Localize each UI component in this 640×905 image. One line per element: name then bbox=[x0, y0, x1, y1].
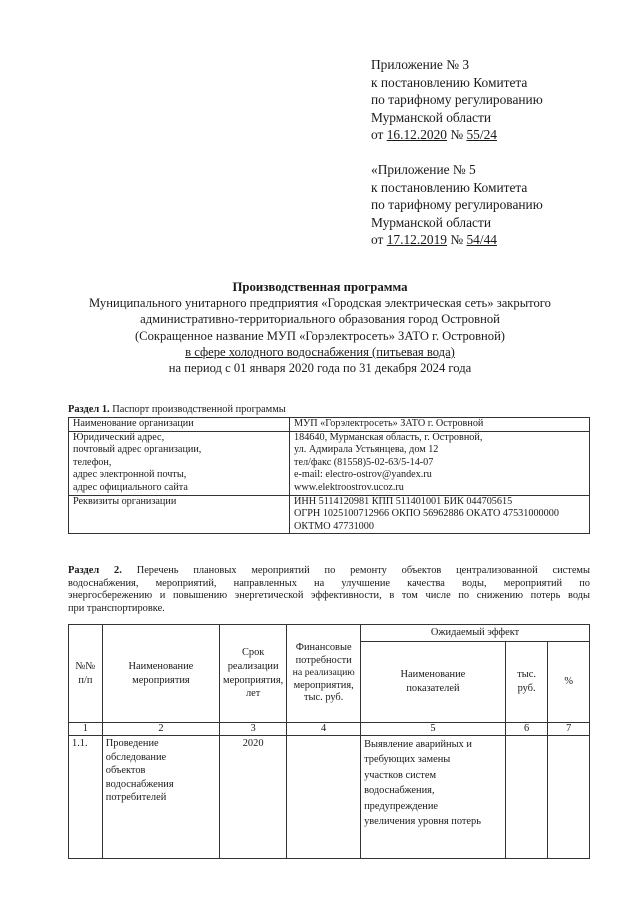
passport-key bbox=[69, 431, 290, 495]
name-line: потребителей bbox=[105, 792, 167, 804]
name-line: водоснабжения bbox=[105, 778, 174, 790]
appendix-3-number: 55/24 bbox=[466, 127, 497, 143]
key-line: адрес официального сайта bbox=[73, 481, 188, 493]
program-title: Производственная программа bbox=[232, 280, 408, 294]
value-line: тел/факс (81558)5-02-63/5-14-07 bbox=[294, 456, 434, 468]
passport-value bbox=[290, 495, 590, 534]
appendix-3-line3: по тарифному регулированию bbox=[371, 92, 543, 108]
row-num: 1.1. bbox=[69, 736, 103, 859]
header-row bbox=[69, 625, 590, 642]
value-line: www.elektroostrov.ucoz.ru bbox=[294, 481, 404, 493]
key-line: телефон, bbox=[73, 456, 112, 468]
header-name bbox=[102, 625, 219, 723]
indicator-line: предупреждение bbox=[364, 800, 439, 812]
program-heading bbox=[60, 279, 580, 376]
appendix-5-header bbox=[371, 161, 543, 249]
header-effect: Ожидаемый эффект bbox=[361, 625, 590, 642]
col-number: 3 bbox=[220, 723, 287, 736]
heading-line4: в сфере холодного водоснабжения (питьевая вода) bbox=[185, 344, 455, 359]
appendix-3-date: 16.12.2020 bbox=[386, 127, 447, 143]
indicator-line: требующих замены bbox=[364, 754, 451, 766]
passport-key bbox=[69, 495, 290, 534]
header-line: Финансовые bbox=[295, 642, 352, 654]
heading-line1: Муниципального унитарного предприятия «Городская электрическая сеть» закрытого bbox=[89, 296, 551, 311]
header-line: тыс. руб. bbox=[303, 692, 344, 704]
date-prefix: от bbox=[371, 127, 387, 143]
passport-value bbox=[290, 418, 590, 432]
indicator-line: Выявление аварийных и bbox=[364, 739, 472, 750]
header-pct: % bbox=[548, 642, 590, 723]
section-2-line3: энергосбережению и повышению энергетической эффективности, в том числе по снижению потерь воды bbox=[68, 590, 590, 602]
row-indicator bbox=[361, 736, 506, 859]
header-line: мероприятия bbox=[132, 674, 190, 686]
header-line: №№ bbox=[75, 660, 96, 672]
row-finance bbox=[287, 736, 361, 859]
name-line: обследование bbox=[105, 751, 167, 763]
row-term: 2020 bbox=[220, 736, 287, 859]
value-line: ОГРН 1025100712966 ОКПО 56962886 ОКАТО 47531000000 bbox=[294, 508, 559, 520]
appendix-3-line4: Мурманской области bbox=[371, 109, 491, 125]
table-row bbox=[69, 736, 590, 859]
value-line: e-mail: electro-ostrov@yandex.ru bbox=[294, 469, 432, 481]
appendix-3-line1: Приложение № 3 bbox=[371, 57, 470, 72]
date-prefix: от bbox=[371, 232, 387, 248]
header-thous bbox=[505, 642, 548, 723]
header-line: Наименование bbox=[400, 669, 466, 681]
header-term bbox=[220, 625, 287, 723]
key-line: адрес электронной почты, bbox=[73, 469, 187, 481]
section-1-caption bbox=[68, 404, 286, 415]
appendix-5-line3: по тарифному регулированию bbox=[371, 197, 543, 213]
table-row bbox=[69, 495, 590, 534]
header-line: на реализацию bbox=[292, 667, 355, 679]
value-line: ул. Адмирала Устьянцева, дом 12 bbox=[294, 444, 439, 456]
heading-line3: (Сокращенное название МУП «Горэлектросеть» ЗАТО г. Островной) bbox=[134, 328, 506, 343]
header-num bbox=[69, 625, 103, 723]
col-number: 7 bbox=[548, 723, 590, 736]
heading-line5: на период с 01 января 2020 года по 31 декабря 2024 года bbox=[168, 361, 472, 376]
name-line: Проведение bbox=[105, 738, 159, 749]
key-line: почтовый адрес организации, bbox=[73, 444, 202, 456]
col-number: 1 bbox=[69, 723, 103, 736]
passport-table bbox=[68, 417, 590, 534]
value-line: 184640, Мурманская область, г. Островной, bbox=[294, 431, 483, 443]
appendix-5-date: 17.12.2019 bbox=[386, 232, 447, 248]
header-line: лет bbox=[245, 688, 261, 700]
row-pct bbox=[548, 736, 590, 859]
value-line: ИНН 5114120981 КПП 511401001 БИК 044705615 bbox=[294, 495, 513, 507]
num-prefix: № bbox=[446, 127, 467, 143]
num-prefix: № bbox=[446, 232, 467, 248]
key-line: Реквизиты организации bbox=[73, 495, 177, 507]
passport-value bbox=[290, 431, 590, 495]
section-2-line1-text: Перечень плановых мероприятий по ремонту объектов централизованной системы bbox=[121, 565, 590, 576]
section-2-line2: водоснабжения, мероприятий, направленных на улучшение качества воды, мероприятий по bbox=[68, 577, 590, 589]
name-line: объектов bbox=[105, 765, 146, 777]
table-row bbox=[69, 431, 590, 495]
value-line: МУП «Горэлектросеть» ЗАТО г. Островной bbox=[294, 418, 484, 429]
indicator-line: участков систем bbox=[364, 769, 437, 781]
appendix-5-date-line bbox=[371, 231, 543, 249]
key-line: Юридический адрес, bbox=[73, 431, 165, 443]
header-line: руб. bbox=[517, 683, 536, 694]
passport-key bbox=[69, 418, 290, 432]
appendix-5-line2: к постановлению Комитета bbox=[371, 179, 528, 195]
section-2-text bbox=[68, 565, 590, 615]
header-indicator bbox=[361, 642, 506, 723]
section-2-line4: при транспортировке. bbox=[68, 602, 165, 614]
header-line: потребности bbox=[295, 654, 352, 666]
row-name bbox=[102, 736, 219, 859]
appendix-3-header bbox=[371, 56, 543, 144]
column-numbers-row bbox=[69, 723, 590, 736]
header-line: Срок bbox=[241, 647, 265, 659]
header-line: показателей bbox=[406, 683, 460, 694]
key-line: Наименование организации bbox=[73, 418, 194, 429]
measures-table bbox=[68, 624, 590, 859]
section-2-line1 bbox=[68, 565, 590, 578]
section-2-label: Раздел 2. bbox=[68, 565, 122, 576]
col-number: 6 bbox=[505, 723, 548, 736]
col-number: 2 bbox=[102, 723, 219, 736]
indicator-line: водоснабжения, bbox=[364, 785, 435, 797]
header-line: реализации bbox=[227, 660, 279, 672]
section-1-label: Раздел 1. bbox=[68, 404, 110, 415]
appendix-5-line4: Мурманской области bbox=[371, 214, 491, 230]
header-line: мероприятия, bbox=[293, 679, 354, 691]
header-finance bbox=[287, 625, 361, 723]
row-thous bbox=[505, 736, 548, 859]
header-line: мероприятия, bbox=[223, 674, 284, 686]
section-1-title: Паспорт производственной программы bbox=[109, 404, 286, 415]
value-line: ОКТМО 47731000 bbox=[294, 520, 374, 532]
appendix-5-number: 54/44 bbox=[466, 232, 497, 248]
header-line: тыс. bbox=[517, 669, 536, 681]
indicator-line: увеличения уровня потерь bbox=[364, 816, 481, 828]
header-line: Наименование bbox=[128, 660, 194, 672]
appendix-5-line1: «Приложение № 5 bbox=[371, 162, 476, 177]
appendix-3-line2: к постановлению Комитета bbox=[371, 74, 528, 90]
table-row bbox=[69, 418, 590, 432]
appendix-3-date-line bbox=[371, 126, 543, 144]
header-line: п/п bbox=[78, 674, 93, 686]
col-number: 5 bbox=[361, 723, 506, 736]
heading-line2: административно-территориального образования город Островной bbox=[140, 312, 500, 327]
col-number: 4 bbox=[287, 723, 361, 736]
